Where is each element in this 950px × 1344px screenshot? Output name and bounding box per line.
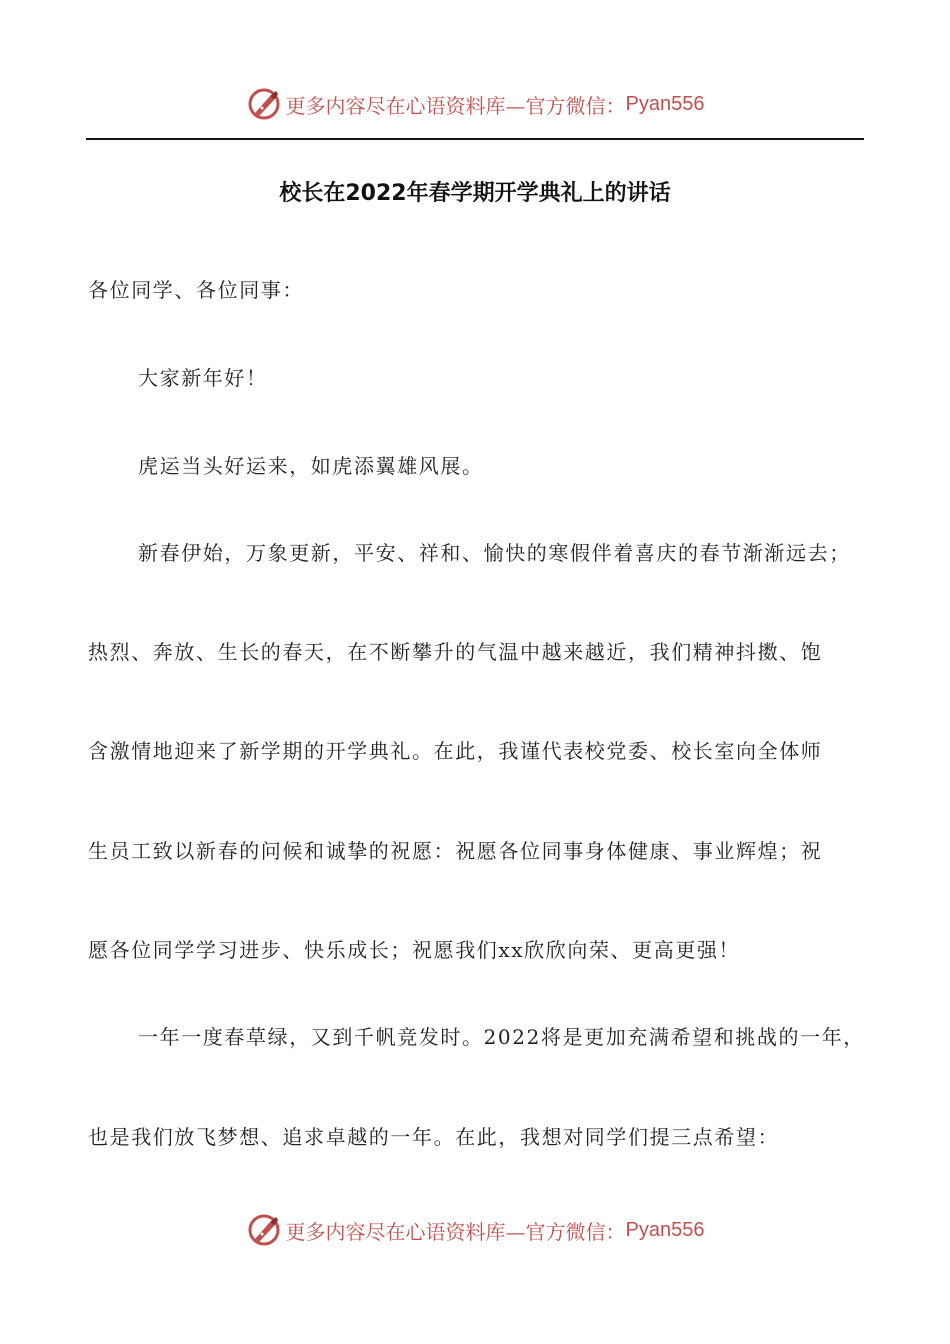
paragraph-line: 大家新年好！ <box>138 366 268 390</box>
paragraph-line: 生员工致以新春的问候和诚挚的祝愿：祝愿各位同事身体健康、事业辉煌；祝 <box>88 839 823 863</box>
banner-text: 更多内容尽在心语资料库—官方微信： <box>285 93 626 118</box>
paragraph-line: 虎运当头好运来，如虎添翼雄风展。 <box>138 454 484 478</box>
paragraph-line: 也是我们放飞梦想、追求卓越的一年。在此，我想对同学们提三点希望： <box>88 1125 780 1149</box>
header-banner <box>0 84 950 124</box>
wechat-id: Pyan556 <box>625 1218 705 1241</box>
banner-text: 更多内容尽在心语资料库—官方微信： <box>285 1219 626 1244</box>
pen-nib-logo-icon <box>246 1212 282 1248</box>
page-title: 校长在2022年春学期开学典礼上的讲话 <box>279 181 671 206</box>
wechat-id: Pyan556 <box>625 92 705 115</box>
paragraph-line: 愿各位同学学习进步、快乐成长；祝愿我们xx欣欣向荣、更高更强！ <box>88 938 741 962</box>
footer-banner <box>0 1210 950 1250</box>
paragraph-line: 一年一度春草绿，又到千帆竞发时。2022将是更加充满希望和挑战的一年， <box>138 1025 865 1049</box>
pen-nib-logo-icon <box>246 86 282 122</box>
paragraph-line: 新春伊始，万象更新，平安、祥和、愉快的寒假伴着喜庆的春节渐渐远去； <box>138 541 851 565</box>
salutation: 各位同学、各位同事： <box>88 278 304 302</box>
paragraph-line: 热烈、奔放、生长的春天，在不断攀升的气温中越来越近，我们精神抖擞、饱 <box>88 640 823 664</box>
header-divider <box>86 138 864 140</box>
paragraph-line: 含激情地迎来了新学期的开学典礼。在此，我谨代表校党委、校长室向全体师 <box>88 739 823 763</box>
